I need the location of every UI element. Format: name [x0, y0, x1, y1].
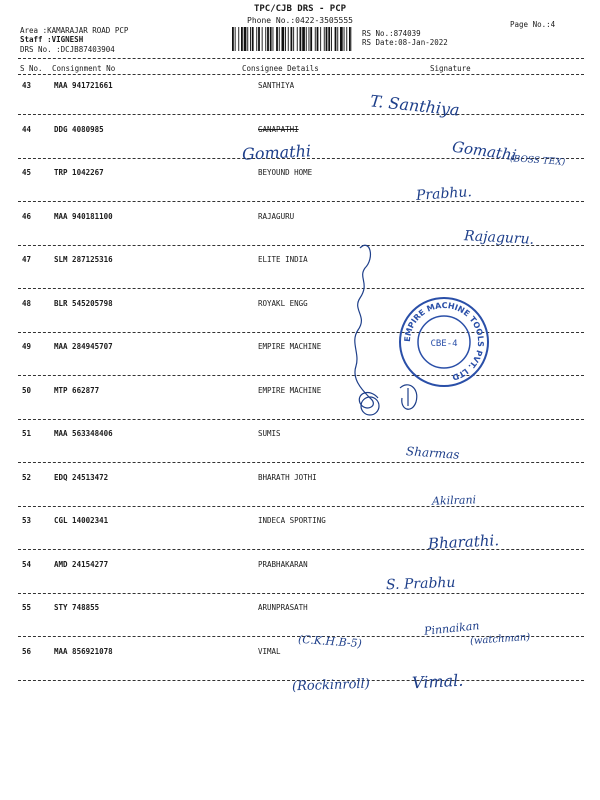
row-consignment-number: MAA 284945707 [54, 342, 113, 351]
signature-46: Rajaguru. [463, 228, 535, 248]
col-consignee: Consignee Details [242, 64, 319, 73]
row-consignee-name: SANTHIYA [258, 81, 295, 90]
signature-43: T. Santhiya [369, 91, 461, 120]
row-consignee-name: VIMAL [258, 647, 281, 656]
signature-44-note: (BOSS TEX) [509, 154, 566, 168]
svg-text:EMPIRE MACHINE TOOLS PVT. LTD: EMPIRE MACHINE TOOLS PVT. LTD [402, 300, 486, 382]
phone-number: Phone No.:0422-3505555 [247, 16, 353, 25]
row-serial-number: 46 [22, 212, 32, 221]
signature-56-a: (Rockinroll) [291, 676, 371, 695]
signature-52: Akilrani [431, 493, 477, 508]
signature-55-c: (watchman) [469, 631, 531, 648]
signature-55-a: (C.K.H.B-5) [297, 632, 363, 651]
row-serial-number: 47 [22, 255, 32, 264]
signature-53: Bharathi. [427, 531, 500, 553]
row-divider [18, 201, 584, 202]
row-consignee-name: ROYAKL ENGG [258, 299, 308, 308]
row-serial-number: 55 [22, 603, 32, 612]
row-consignee-name: ARUNPRASATH [258, 603, 308, 612]
row-consignee-name: EMPIRE MACHINE [258, 342, 322, 351]
page-number: Page No.:4 [510, 20, 556, 29]
company-stamp-icon [398, 296, 490, 388]
col-signature: Signature [430, 64, 471, 73]
signature-44-left: Gomathi [241, 141, 312, 164]
row-consignee-name: INDECA SPORTING [258, 516, 326, 525]
row-serial-number: 45 [22, 168, 32, 177]
rs-date: RS Date:08-Jan-2022 [362, 38, 448, 47]
signature-54: S. Prabhu [385, 574, 456, 594]
row-serial-number: 56 [22, 647, 32, 656]
row-consignee-name: SUMIS [258, 429, 281, 438]
drs-number: DRS No. :DCJB87403904 [20, 45, 115, 54]
row-consignment-number: CGL 14002341 [54, 516, 109, 525]
row-divider [18, 462, 584, 463]
header-rule-top [18, 58, 584, 59]
signature-55-b: Pinnaikan [423, 619, 481, 638]
row-divider [18, 288, 584, 289]
row-divider [18, 375, 584, 376]
row-consignee-name: BHARATH JOTHI [258, 473, 317, 482]
row-consignment-number: DDG 4080985 [54, 125, 104, 134]
signature-45: Prabhu. [415, 184, 473, 204]
row-consignment-number: AMD 24154277 [54, 560, 109, 569]
row-consignee-name: GANAPATHI [258, 125, 299, 134]
signature-44-right: Gomathi [451, 137, 518, 165]
row-consignment-number: STY 748855 [54, 603, 100, 612]
row-serial-number: 43 [22, 81, 32, 90]
row-serial-number: 50 [22, 386, 32, 395]
row-serial-number: 49 [22, 342, 32, 351]
row-serial-number: 54 [22, 560, 32, 569]
svg-text:CBE-4: CBE-4 [430, 339, 458, 349]
header-rule-bottom [18, 74, 584, 75]
rs-number: RS No.:874039 [362, 29, 421, 38]
row-consignment-number: TRP 1042267 [54, 168, 104, 177]
row-consignment-number: MAA 563348406 [54, 429, 113, 438]
row-serial-number: 48 [22, 299, 32, 308]
signature-51: Sharmas [405, 444, 460, 462]
row-divider [18, 419, 584, 420]
row-serial-number: 53 [22, 516, 32, 525]
row-consignment-number: MAA 856921078 [54, 647, 113, 656]
row-divider [18, 332, 584, 333]
row-serial-number: 52 [22, 473, 32, 482]
row-divider [18, 114, 584, 115]
col-consignment: Consignment No [52, 64, 116, 73]
row-consignment-number: MAA 941721661 [54, 81, 113, 90]
row-consignee-name: EMPIRE MACHINE [258, 386, 322, 395]
col-sno: S No. [20, 64, 43, 73]
row-divider [18, 593, 584, 594]
staff-label: Staff :VIGNESH [20, 35, 84, 44]
row-consignee-name: PRABHAKARAN [258, 560, 308, 569]
row-consignment-number: SLM 287125316 [54, 255, 113, 264]
row-serial-number: 44 [22, 125, 32, 134]
area-label: Area :KAMARAJAR ROAD PCP [20, 26, 129, 35]
barcode-icon [232, 27, 352, 51]
row-consignment-number: EDQ 24513472 [54, 473, 109, 482]
row-serial-number: 51 [22, 429, 32, 438]
row-divider [18, 506, 584, 507]
signature-56-b: Vimal. [411, 670, 464, 693]
row-consignee-name: BEYOUND HOME [258, 168, 313, 177]
row-consignment-number: MAA 940181100 [54, 212, 113, 221]
row-consignment-number: MTP 662877 [54, 386, 100, 395]
row-consignment-number: BLR 545205798 [54, 299, 113, 308]
row-consignee-name: ELITE INDIA [258, 255, 308, 264]
sheet-title: TPC/CJB DRS - PCP [253, 4, 347, 14]
row-consignee-name: RAJAGURU [258, 212, 295, 221]
